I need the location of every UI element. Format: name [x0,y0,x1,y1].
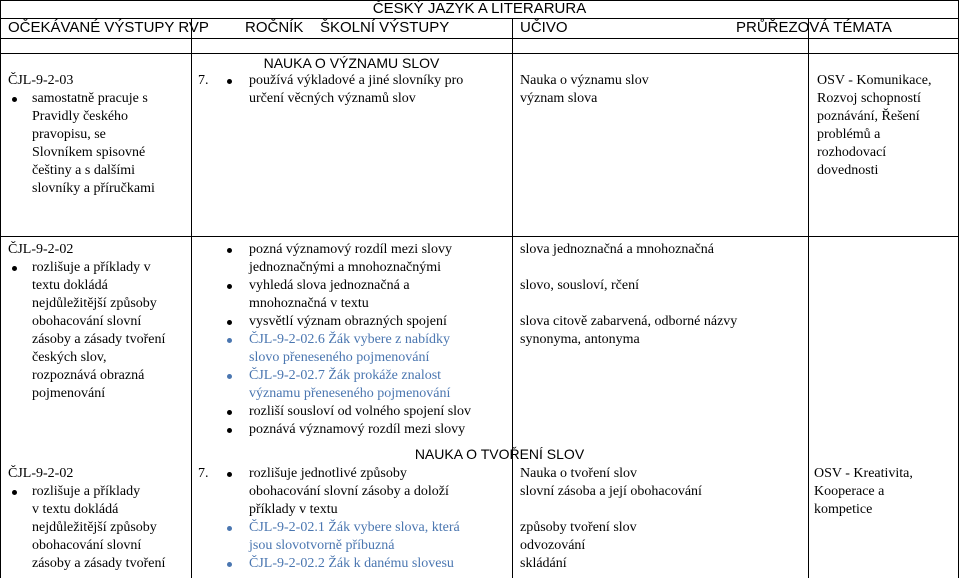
ucivo-line: odvozování [520,538,586,553]
rvp-line: češtiny a s dalšími [32,163,136,178]
school-line: poznává významový rozdíl mezi slovy [249,422,466,437]
rvp-code: ČJL-9-2-02 [8,466,74,481]
school-line-code: významu přeneseného pojmenování [249,386,451,401]
rvp-line: rozlišuje a příklady v [32,260,151,275]
section-heading-tvoreni: NAUKA O TVOŘENÍ SLOV [414,446,585,462]
topic-line: kompetice [814,502,873,517]
school-line-code: ČJL-9-2-02.1 Žák vybere slova, která [249,520,460,535]
ucivo-line: Nauka o tvoření slov [520,466,638,481]
bullet [12,266,17,271]
rvp-line: rozlišuje a příklady [32,484,141,499]
school-line-code: ČJL-9-2-02.2 Žák k danému slovesu [249,556,454,571]
header-ucivo: UČIVO [520,19,568,36]
ucivo-line: skládání [520,556,567,571]
school-line: rozlišuje jednotlivé způsoby [249,466,407,481]
bullet [227,472,232,477]
ucivo-line: způsoby tvoření slov [520,520,637,535]
ucivo-line: Nauka o významu slov [520,73,649,88]
rvp-line: pojmenování [32,386,106,401]
topic-line: problémů a [817,127,881,142]
grade-label: 7. [198,466,209,481]
school-line: vyhledá slova jednoznačná a [249,278,410,293]
bullet [227,374,232,379]
rvp-line: pravopisu, se [32,127,106,142]
school-line-code: slovo přeneseného pojmenování [249,350,430,365]
bullet [12,490,17,495]
ucivo-line: význam slova [520,91,598,106]
school-line: obohacování slovní zásoby a doloží [249,484,449,499]
header-rocnik: ROČNÍK [245,19,304,36]
section-heading-vyznam: NAUKA O VÝZNAMU SLOV [263,55,440,71]
topic-line: OSV - Kreativita, [814,466,913,481]
topic-line: rozhodovací [817,145,887,160]
school-line: mnohoznačná v textu [249,296,369,311]
col-divider-ucivo [808,18,809,578]
header-prurezova-temata: PRŮŘEZOVÁ TÉMATA [736,19,892,36]
rvp-line: zásoby a zásady tvoření [32,556,166,571]
bullet [227,562,232,567]
bullet [227,320,232,325]
rvp-line: v textu dokládá [32,502,119,517]
bullet [12,97,17,102]
rvp-line: textu dokládá [32,278,108,293]
school-line: příklady v textu [249,502,338,517]
ucivo-line: synonyma, antonyma [520,332,640,347]
bullet [227,410,232,415]
left-border [0,0,1,578]
school-line: pozná významový rozdíl mezi slovy [249,242,452,257]
school-line: používá výkladové a jiné slovníky pro [249,73,464,88]
topic-line: OSV - Komunikace, [817,73,932,88]
rvp-line: nejdůležitější způsoby [32,296,157,311]
rvp-code: ČJL-9-2-02 [8,242,74,257]
school-line: jednoznačnými a mnohoznačnými [249,260,442,275]
page-title: ČESKÝ JAZYK A LITERARURA [372,0,587,17]
rvp-line: obohacování slovní [32,314,142,329]
topic-line: Rozvoj schopností [817,91,921,106]
rvp-line: Pravidly českého [32,109,129,124]
rvp-code: ČJL-9-2-03 [8,73,74,88]
rvp-line: nejdůležitější způsoby [32,520,157,535]
ucivo-line: slova jednoznačná a mnohoznačná [520,242,714,257]
topic-line: poznávání, Řešení [817,109,920,124]
school-line-code: jsou slovotvorně příbuzná [249,538,395,553]
topic-line: Kooperace a [814,484,885,499]
bullet [227,248,232,253]
school-line: určení věcných významů slov [249,91,416,106]
rvp-line: Slovníkem spisovné [32,145,146,160]
rvp-line: samostatně pracuje s [32,91,148,106]
grade-label: 7. [198,73,209,88]
rvp-line: rozpoznává obrazná [32,368,145,383]
col-divider-rvp [191,18,192,578]
rvp-line: slovníky a příručkami [32,181,155,196]
header-divider [0,38,959,39]
school-line: vysvětlí význam obrazných spojení [249,314,447,329]
header-vystupy-rvp: OČEKÁVANÉ VÝSTUPY RVP [8,19,209,36]
section2-divider [0,236,959,237]
rvp-line: obohacování slovní [32,538,142,553]
col-divider-school [512,18,513,578]
header-skolni-vystupy: ŠKOLNÍ VÝSTUPY [320,19,450,36]
school-line-code: ČJL-9-2-02.6 Žák vybere z nabídky [249,332,450,347]
ucivo-line: slovo, sousloví, rčení [520,278,639,293]
ucivo-line: slovní zásoba a její obohacování [520,484,702,499]
school-line: rozliší sousloví od volného spojení slov [249,404,472,419]
bullet [227,338,232,343]
topic-line: dovednosti [817,163,879,178]
bullet [227,526,232,531]
bullet [227,79,232,84]
bullet [227,428,232,433]
bullet [227,284,232,289]
school-line-code: ČJL-9-2-02.7 Žák prokáže znalost [249,368,442,383]
rvp-line: českých slov, [32,350,107,365]
ucivo-line: slova citově zabarvená, odborné názvy [520,314,738,329]
rvp-line: zásoby a zásady tvoření [32,332,166,347]
